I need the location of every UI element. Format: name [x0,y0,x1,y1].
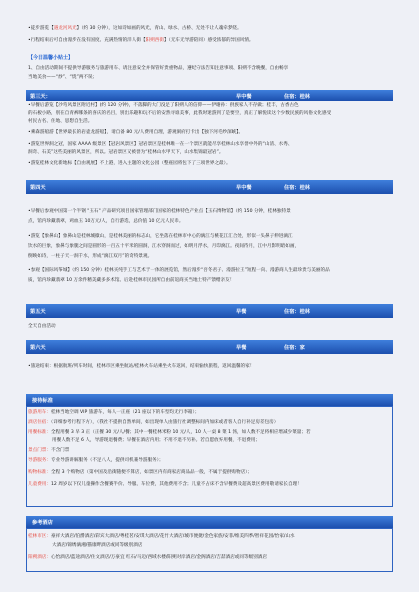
hotel-row: 大酒店/锦绣漓湘/猫康畔酒店或同等级别酒店 [52,543,143,548]
tip-title: 【今日温馨小贴士】 [28,55,74,61]
day6-body: •旅途结束：根据航班/列车时间，桂林市区乘坐航站/桂林火车站乘坐火车返回，结束愉快旅程，返回温馨的家！ [28,364,255,369]
intro-line-2 [28,38,395,44]
standard-row: 儿童费用：12 周岁以下仅儿童操作含餐赛半价、导服、车位费，其他费用不含；儿童不占床不含早餐费及超高景区费用敬请家长自理！ [28,482,302,487]
day4-line: 倒映如诗，一柱子天一洞千水，形成“漓江双月”的奇特景观。 [28,254,153,259]
day-label: 第三天： [30,93,51,100]
stay-info: 住宿：桂林 [284,93,310,100]
section-title: 接待标准 [32,398,53,404]
intro-text: 】（无车无导游陪同）感受浓郁的异国风情。 [163,38,254,43]
day4-line: •早餐后参观中国第一个半钢 "玉石" 产品研究项目国家管理部门国家的桂林特色产业点【玉石博物馆】（约 150 分钟，桂林独特景 [28,209,291,214]
day-label: 第五天 [30,309,46,315]
section-title: 参考酒店 [32,520,53,526]
place-highlight: 阳朔西街 [145,38,164,43]
intro-text: •行程结束后可自由漫步在没有国度、充满热情的洋人街【 [28,38,146,43]
standard-row: 用餐标准：全程用餐 3 早 3 正（正餐 30 元/人/餐；其中一餐桂林米粉 10 元/人，10 人一桌 8 菜 1 汤，如人数不足将相应增减少菜量；若 [28,430,311,435]
stay-info: 住宿：桂林 [284,309,310,315]
hotels-header [26,516,393,528]
standard-row: 购物标准：全程 3 个购物店（第中国及沿街随便不算店，如景区内有商家店商品品一般，不属于提供购物店）； [28,470,253,475]
meal-info: 早餐 [236,345,247,351]
day3-line: 的石板小路，别在自青裤哪条的喜庆的名目，别出乐趣和玩不后的安然寻谁美事，此我时迷游到了是要空，真正了解悦读这个少数民族的风俗文化感受 [28,111,332,116]
day3-line: •游览世界洞之冠，国家 AAAA 级景区【冠岩风景区】冠岩景区是桂林唯一在一个景区就能尽享桂林山水享誉中外的“山清、水秀、 [28,142,293,147]
day-label: 第六天 [30,345,46,351]
hotel-row: 阳朔酒店：心怡酒店/蓝途酒店/住文酒店/万豪宜 红石/马迈/西域水楼/阳朔对岸酒店/金阁酒店/吉喆酒店或同等级别酒店 [28,555,267,560]
day4-line: 点，馆内珍藏翡翠，鸡血玉 10万元/人，自行游选，总价值 10 亿元人民币。 [28,219,184,224]
intro-text: •徒步游览【 [28,26,54,31]
day4-line: •参观【国际风筝城】（约 150 分钟）桂林买纯手工与艺术于一体的展览馆，然后漫步“吾冬君子、漫游拉王”短程一向、漫游商人生最珍贵与美丽的品 [28,268,330,273]
standard-row: 景点门票：不含门票 [28,448,70,453]
day-label: 第四天 [30,185,46,191]
meal-info: 早中餐 [236,185,252,191]
place-highlight: 遇龙河风光 [53,26,77,31]
meal-info: 早餐 [236,309,247,315]
day3-line: •游览桂林文化新地标【自由观展】不上港，进入主题的文化公园（整座园将包下了三项世界之最）。 [28,161,231,166]
hotel-row: 桂林市区：豪祥大酒店/伯爵酒店/彩宾大酒店/粤桂茗/安琪大酒店/花竹大酒店/城市便捷/金色家族/安菲/维美四季/智祥花园/怡家/山水 [28,534,295,539]
standard-row: 旅游用车：桂林当地空调 VIP 旅游车，每人一正座（21 座以下的车型均无行李箱）； [28,410,200,415]
day3-line: •早餐后游览【沙弯风景区附近村】(约 120 分钟)，不落脚的大门没足了阳朔人的信仰——伊谢孙：供族家人不存做；桂丰，古香古色 [28,103,299,108]
day6-header [26,340,393,354]
intro-line-1 [28,26,395,32]
stay-info: 住宿：桂林 [284,185,310,191]
stay-info: 住宿：家 [284,345,305,351]
day5-header [26,304,393,318]
meal-info: 早中餐 [236,93,252,100]
standard-row: 用餐人数不足 6 人，导游现退餐费；早餐在酒店内用；不用不退不另补。若自愿放弃用餐，不退费用； [52,438,260,443]
day4-line: •游览【象鼻山】象鼻山是桂林城徽山，是桂林美丽的标志山，它坐落在桂林市中心的漓江与桃花江汇合处，形似一头鼻子伸进漓江 [28,234,293,239]
standard-row: 导游服务：专业导游讲解服务（不足八人，提供司机兼导游服务）； [28,458,164,463]
day3-line: 洞奇、石美”这些美丽的风景区，所以。冠岩景区又被誉为“桂林山水甲天下，山水集锦最冠岩”。 [28,150,224,155]
standard-row: 酒店住宿：（详细参考行程下方），（我社不提供自然单间，如出现单人由旅行社调整标间内加床或者客人自行补足房差包房） [28,420,279,425]
standards-header [26,394,393,406]
day3-line: •乘森游船游【世界最长的岩壶龙游船】，请自备 80 元/人费用自理，游观洞府打卡出【独下河毛纱深峡】。 [28,130,244,135]
tip-line-2: 当地美食——“炒”、“烧”两不误； [28,75,98,80]
day3-header [26,90,393,101]
day4-header [26,180,393,194]
day3-line: 村民古名、住地、思想自生活。 [28,119,93,124]
tip-line-1: 1、自由活动期间不提供导游服务与旅游用车、请注意安全并保管好贵重物品，遵纪守法告知注意事项、阳朔不含晚餐，自由畅享 [28,66,289,71]
day4-line: 饮水的巨象，象鼻与象腿之间是圆形的一百五十平米的圆洞，江水穿洞而过，如明月浮水，月印漓江。夜间待月，江中月影明暗如画， [28,244,300,249]
intro-text: 】（约 30 分钟），这如诗如画的风光，青山、绿水、古桥、无处不让人魂牵梦绕。 [76,26,242,31]
day4-line: 质，馆内珍藏翡翠 10 万余件精美藏多多术馆。后赴桂林市民园所自由前返商买当地土特产馈赠亲友！ [28,278,235,283]
day5-body: 全天自由活动 [28,324,56,329]
